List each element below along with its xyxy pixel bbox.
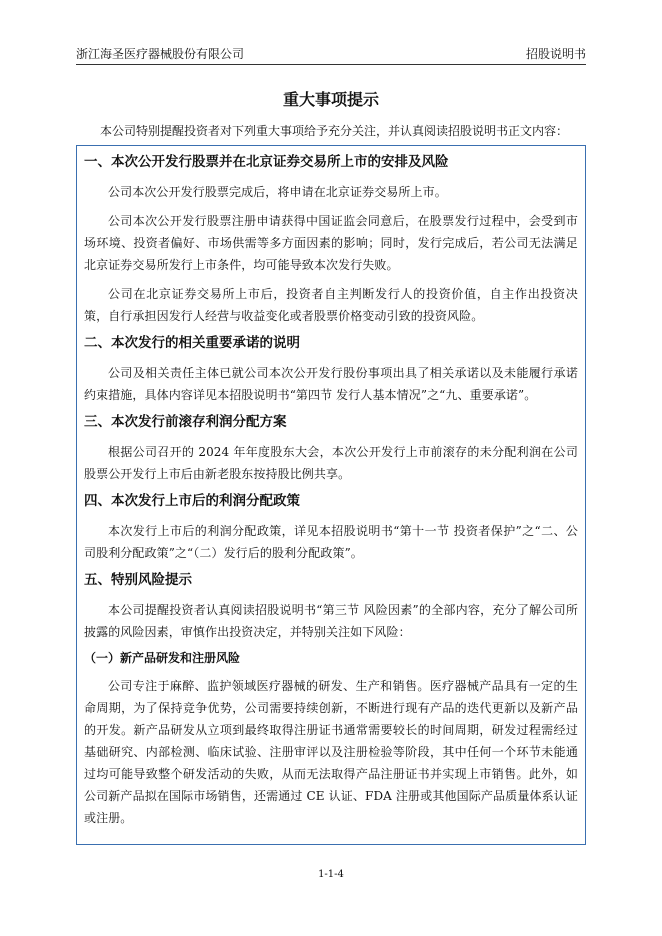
subsection-paragraph: 公司专注于麻醉、监护领域医疗器械的研发、生产和销售。医疗器械产品具有一定的生命周期，为了保持竞争优势，公司需要持续创新，不断进行现有产品的迭代更新以及新产品的开发。新产品研发从立项到最终取得注册证书通常需要较长的时间周期，研发过程需经过基础研究、内部检测、临床试验、注册审评以及注册检验等阶段，其中任何一个环节未能通过均可能导致整个研发活动的失败，从而无法取得产品注册证书并实现上市销售。此外，如公司新产品拟在国际市场销售，还需通过 CE 认证、FDA 注册或其他国际产品质量体系认证或注册。 [84,679,578,825]
page-title: 重大事项提示 [282,90,379,109]
section-3-paragraph-1: 根据公司召开的 2024 年年度股东大会，本次公开发行上市前滚存的未分配利润在公司股票公开发行上市后由新老股东按持股比例共享。 [84,445,578,481]
section-heading-4: 四、本次发行上市后的利润分配政策 [84,493,300,509]
subsection-heading: （一）新产品研发和注册风险 [84,651,241,665]
section-heading-2: 二、本次发行的相关重要承诺的说明 [84,335,300,351]
section-4-paragraph-1: 本次发行上市后的利润分配政策，详见本招股说明书“第十一节 投资者保护”之“二、公司股利分配政策”之“（二）发行后的股利分配政策”。 [84,524,578,560]
section-1-paragraph-1: 公司本次公开发行股票完成后，将申请在北京证券交易所上市。 [108,185,447,199]
section-heading-3: 三、本次发行前滚存利润分配方案 [84,414,287,430]
section-2-paragraph-1: 公司及相关责任主体已就公司本次公开发行股份事项出具了相关承诺以及未能履行承诺约束措施，具体内容详见本招股说明书“第四节 发行人基本情况”之“九、重要承诺”。 [84,366,578,402]
section-1-paragraph-3: 公司在北京证券交易所上市后，投资者自主判断发行人的投资价值，自主作出投资决策，自行承担因发行人经营与收益变化或者股票价格变动引致的投资风险。 [84,287,578,323]
section-5-paragraph-1: 本公司提醒投资者认真阅读招股说明书“第三节 风险因素”的全部内容，充分了解公司所披露的风险因素，审慎作出投资决定，并特别关注如下风险： [84,603,578,639]
section-heading-5: 五、特别风险提示 [84,572,192,588]
header-document-type: 招股说明书 [525,47,586,61]
section-heading-1: 一、本次公开发行股票并在北京证券交易所上市的安排及风险 [84,154,449,170]
notice-box [76,145,586,845]
page-number: 1-1-4 [318,869,344,880]
header-company-name: 浙江海圣医疗器械股份有限公司 [76,47,245,61]
section-1-paragraph-2: 公司本次公开发行股票注册申请获得中国证监会同意后，在股票发行过程中，会受到市场环境、投资者偏好、市场供需等多方面因素的影响；同时，发行完成后，若公司无法满足北京证券交易所发行上市条件，均可能导致本次发行失败。 [84,214,578,272]
intro-paragraph: 本公司特别提醒投资者对下列重大事项给予充分关注，并认真阅读招股说明书正文内容： [100,124,569,138]
page-header [76,46,586,65]
